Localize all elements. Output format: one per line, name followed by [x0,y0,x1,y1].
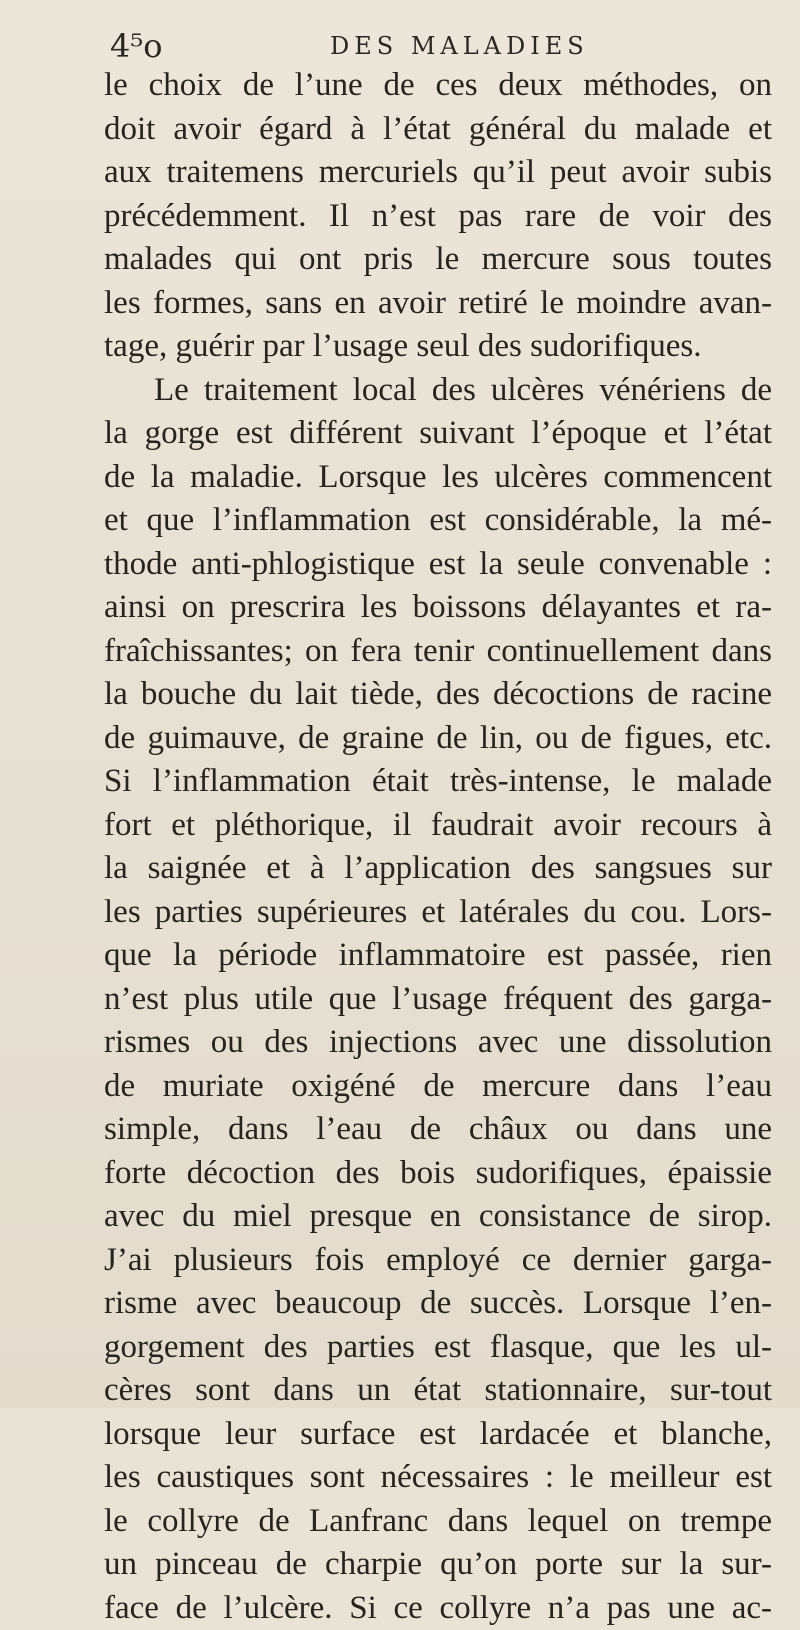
text-line: que la période inflammatoire est passée, rien [104,934,772,978]
text-line: n’est plus utile que l’usage fréquent des garga- [104,978,772,1022]
text-line: Si l’inflammation était très-intense, le malade [104,760,772,804]
page-header [104,22,784,70]
text-line: de guimauve, de graine de lin, ou de figues, etc. [104,717,772,761]
text-line: le collyre de Lanfranc dans lequel on trempe [104,1500,772,1544]
text-line: les parties supérieures et latérales du cou. Lors- [104,891,772,935]
text-line: la bouche du lait tiède, des décoctions de racine [104,673,772,717]
text-line: avec du miel presque en consistance de sirop. [104,1195,772,1239]
text-line: fraîchissantes; on fera tenir continuellement dans [104,630,772,674]
text-line: fort et pléthorique, il faudrait avoir recours à [104,804,772,848]
text-line: Le traitement local des ulcères vénériens de [104,369,772,413]
text-line: forte décoction des bois sudorifiques, épaissie [104,1152,772,1196]
text-line: les caustiques sont nécessaires : le meilleur est [104,1456,772,1500]
text-line: doit avoir égard à l’état général du malade et [104,108,772,152]
text-line: rismes ou des injections avec une dissolution [104,1021,772,1065]
text-line: tage, guérir par l’usage seul des sudorifiques. [104,325,772,369]
text-line: de la maladie. Lorsque les ulcères commencent [104,456,772,500]
text-line: lorsque leur surface est lardacée et blanche, [104,1413,772,1457]
page-number: 4⁵o [110,22,162,70]
text-line: la gorge est différent suivant l’époque et l’état [104,412,772,456]
text-line: les formes, sans en avoir retiré le moindre avan- [104,282,772,326]
text-line: la saignée et à l’application des sangsues sur [104,847,772,891]
text-line: J’ai plusieurs fois employé ce dernier garga- [104,1239,772,1283]
text-line: de muriate oxigéné de mercure dans l’eau [104,1065,772,1109]
text-line: un pinceau de charpie qu’on porte sur la sur- [104,1543,772,1587]
text-line: précédemment. Il n’est pas rare de voir des [104,195,772,239]
text-line: risme avec beaucoup de succès. Lorsque l’en- [104,1282,772,1326]
text-line: et que l’inflammation est considérable, la mé- [104,499,772,543]
text-line: face de l’ulcère. Si ce collyre n’a pas une ac- [104,1587,772,1630]
running-title: DES MALADIES [330,22,589,70]
text-line: cères sont dans un état stationnaire, sur-tout [104,1369,772,1413]
text-line: aux traitemens mercuriels qu’il peut avoir subis [104,151,772,195]
text-line: malades qui ont pris le mercure sous toutes [104,238,772,282]
text-line: le choix de l’une de ces deux méthodes, on [104,64,772,108]
text-line: simple, dans l’eau de châux ou dans une [104,1108,772,1152]
text-line: gorgement des parties est flasque, que les ul- [104,1326,772,1370]
text-line: ainsi on prescrira les boissons délayantes et ra- [104,586,772,630]
body-text [104,64,772,1630]
text-line: thode anti-phlogistique est la seule convenable : [104,543,772,587]
